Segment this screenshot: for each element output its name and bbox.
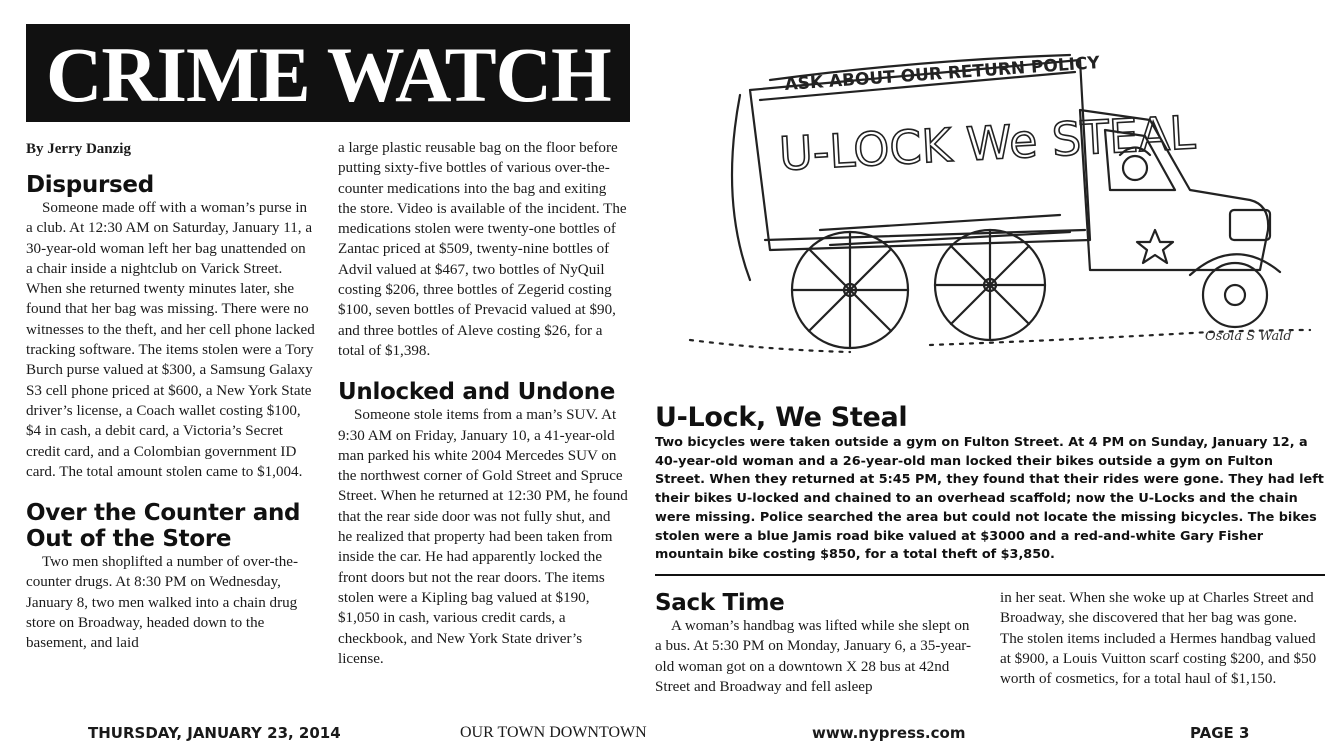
story-unlocked-body: Someone stole items from a man’s SUV. At 9:30 AM on Friday, January 10, a 41-year-old man parked his white 2004 Mercedes SUV on the northwest corner of Gold Street and Spruce Street. When he returned at 12:30 PM, he found that the rear side door was not fully shut, and he realized that property had been taken from inside the car. He had apparently locked the front doors but not the rear doors. The items stolen were a Kipling bag valued at $190, $1,050 in cash, various credit cards, a checkbook, and New York State driver’s license. xyxy=(338,407,628,667)
headline-counter-line1: Over the Counter and xyxy=(26,500,301,527)
masthead-title: CRIME WATCH xyxy=(46,31,611,118)
story-ulock-body: Two bicycles were taken outside a gym on Fulton Street. At 4 PM on Sunday, January 12, a 40-year-old woman and a 26-year-old man locked their bikes outside a gym on Fulton Street. When they returned at 5:45 PM, they found that their rides were gone. They had left their bikes U-locked and chained to an overhead scaffold; now the U-Locks and the chain were missing. Police searched the area but could not locate the missing bicycles. The bikes stolen were a blue Jamis road bike valued at $3000 and a red-and-white Gary Fisher mountain bike costing $850, for a total theft of $3,850. xyxy=(655,435,1324,563)
masthead xyxy=(26,24,630,122)
footer-date: THURSDAY, JANUARY 23, 2014 xyxy=(88,724,341,742)
column-1 xyxy=(26,140,316,654)
cartoon-truck-lettering: U-LOCK We STEAL xyxy=(777,105,1197,181)
section-divider xyxy=(655,574,1325,576)
footer-site[interactable]: www.nypress.com xyxy=(812,724,966,742)
footer-page: PAGE 3 xyxy=(1190,724,1250,742)
byline: By Jerry Danzig xyxy=(26,141,131,157)
column-5 xyxy=(1000,588,1320,689)
cartoon-signature: Osola S Wald xyxy=(1205,329,1292,344)
footer-paper: OUR TOWN DOWNTOWN xyxy=(460,724,647,741)
story-dispursed-body: Someone made off with a woman’s purse in a club. At 12:30 AM on Saturday, January 11, a 30-year-old woman left her bag unattended on a chair inside a nightclub on Varick Street. When she returned twenty minutes later, she found that her bag was missing. There were no witnesses to the theft, and her cell phone lacked tracking software. The items stolen were a Tory Burch purse valued at $300, a Samsung Galaxy S3 cell phone priced at $600, a New York State driver’s license, a Coach wallet costing $100, $4 in cash, a debit card, a Victoria’s Secret credit card, and a Colombian government ID card. The total amount stolen came to $1,004. xyxy=(26,200,315,480)
cartoon-illustration xyxy=(650,40,1340,380)
column-2 xyxy=(338,138,628,669)
column-4 xyxy=(655,590,975,697)
story-sack-body: A woman’s handbag was lifted while she slept on a bus. At 5:30 PM on Monday, January 6, a 35-year-old woman got on a downtown X 28 bus at 42nd Street and Broadway and fell asleep xyxy=(655,618,972,695)
story-counter-continued: a large plastic reusable bag on the floor before putting sixty-five bottles of various over-the-counter medications into the bag and exiting the store. Video is available of the incident. The medications stolen were twenty-one bottles of Zantac priced at $509, twenty-nine bottles of Advil valued at $467, two bottles of NyQuil costing $206, three bottles of Zegerid costing $100, seven bottles of Prevacid valued at $90, and three bottles of Aleve costing $26, for a total of $1,398. xyxy=(338,140,627,359)
story-sack-continued: in her seat. When she woke up at Charles Street and Broadway, she discovered that her bag was gone. The stolen items included a Hermes handbag valued at $900, a Louis Vuitton scarf costing $200, and $50 worth of cosmetics, for a total haul of $1,150. xyxy=(1000,590,1317,688)
cartoon-banner: ASK ABOUT OUR RETURN POLICY xyxy=(783,53,1101,95)
story-counter-body: Two men shoplifted a number of over-the-counter drugs. At 8:30 PM on Wednesday, January 8, two men walked into a chain drug store on Broadway, headed down to the basement, and laid xyxy=(26,554,298,652)
headline-ulock: U-Lock, We Steal xyxy=(655,402,908,433)
headline-dispursed: Dispursed xyxy=(26,172,154,198)
headline-sack: Sack Time xyxy=(655,590,785,616)
column-3 xyxy=(655,402,1327,565)
headline-counter-line2: Out of the Store xyxy=(26,526,232,553)
headline-unlocked: Unlocked and Undone xyxy=(338,379,616,406)
